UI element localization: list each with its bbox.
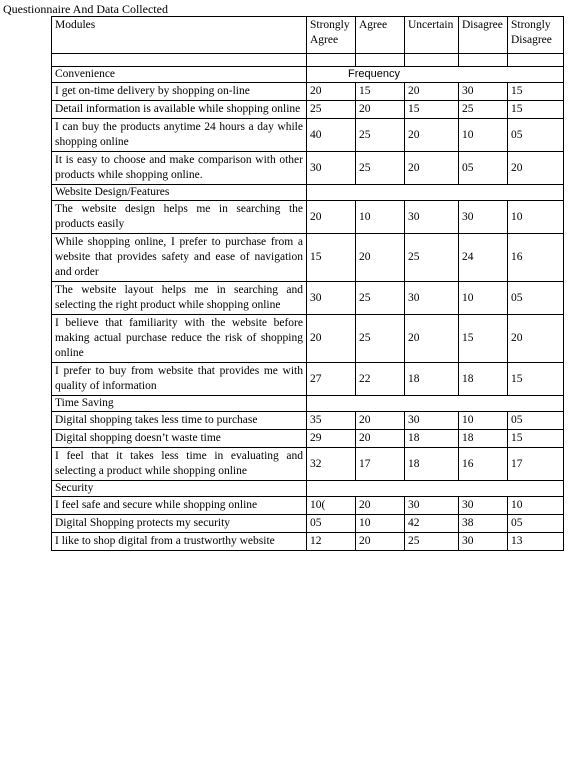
value-cell: 25 <box>405 234 459 282</box>
table-row <box>52 448 564 481</box>
section-title: Website Design/Features <box>52 185 307 201</box>
value-cell: 25 <box>405 533 459 551</box>
section-row <box>52 396 564 412</box>
question-cell: It is easy to choose and make comparison with other products while shopping online. <box>52 152 307 185</box>
value-cell: 18 <box>405 430 459 448</box>
value-cell: 15 <box>405 101 459 119</box>
value-cell: 25 <box>459 101 508 119</box>
value-cell: 10( <box>307 497 356 515</box>
value-cell: 15 <box>508 83 564 101</box>
spacer-cell <box>508 54 564 67</box>
question-cell: The website design helps me in searching the products easily <box>52 201 307 234</box>
spacer-row <box>52 54 564 67</box>
value-cell: 25 <box>356 315 405 363</box>
value-cell: 20 <box>307 201 356 234</box>
value-cell: 30 <box>459 201 508 234</box>
question-cell: I can buy the products anytime 24 hours a day while shopping online <box>52 119 307 152</box>
value-cell: 30 <box>405 282 459 315</box>
value-cell: 30 <box>459 497 508 515</box>
value-cell: 17 <box>508 448 564 481</box>
value-cell: 30 <box>459 533 508 551</box>
value-cell: 12 <box>307 533 356 551</box>
table-body <box>52 17 564 551</box>
value-cell: 15 <box>508 363 564 396</box>
table-row <box>52 430 564 448</box>
value-cell: 20 <box>307 315 356 363</box>
table-row <box>52 497 564 515</box>
value-cell: 15 <box>307 234 356 282</box>
value-cell: 05 <box>508 412 564 430</box>
header-row <box>52 17 564 54</box>
value-cell: 10 <box>356 201 405 234</box>
value-cell: 05 <box>508 515 564 533</box>
value-cell: 10 <box>459 282 508 315</box>
value-cell: 42 <box>405 515 459 533</box>
spacer-cell <box>459 54 508 67</box>
question-cell: I like to shop digital from a trustworthy website <box>52 533 307 551</box>
value-cell: 25 <box>307 101 356 119</box>
value-cell: 18 <box>459 363 508 396</box>
header-disagree: Disagree <box>459 17 508 54</box>
table-row <box>52 315 564 363</box>
section-title: Time Saving <box>52 396 307 412</box>
value-cell: 22 <box>356 363 405 396</box>
value-cell: 18 <box>405 448 459 481</box>
value-cell: 15 <box>356 83 405 101</box>
question-cell: While shopping online, I prefer to purchase from a website that provides safety and ease of navigation and order <box>52 234 307 282</box>
value-cell: 10 <box>356 515 405 533</box>
value-cell: 25 <box>356 152 405 185</box>
value-cell: 30 <box>307 152 356 185</box>
section-row <box>52 185 564 201</box>
value-cell: 35 <box>307 412 356 430</box>
table-row <box>52 234 564 282</box>
value-cell: 40 <box>307 119 356 152</box>
header-strongly-agree: Strongly Agree <box>307 17 356 54</box>
value-cell: 10 <box>459 119 508 152</box>
value-cell: 10 <box>508 201 564 234</box>
question-cell: I prefer to buy from website that provides me with quality of information <box>52 363 307 396</box>
value-cell: 20 <box>356 412 405 430</box>
value-cell: 20 <box>508 315 564 363</box>
table-row <box>52 119 564 152</box>
value-cell: 05 <box>307 515 356 533</box>
value-cell: 13 <box>508 533 564 551</box>
table-row <box>52 282 564 315</box>
value-cell: 20 <box>356 533 405 551</box>
table-row <box>52 533 564 551</box>
value-cell: 18 <box>459 430 508 448</box>
question-cell: I get on-time delivery by shopping on-line <box>52 83 307 101</box>
question-cell: The website layout helps me in searching and selecting the right product while shopping online <box>52 282 307 315</box>
section-rest <box>307 481 564 497</box>
question-cell: Digital Shopping protects my security <box>52 515 307 533</box>
value-cell: 05 <box>508 119 564 152</box>
section-rest <box>307 67 564 83</box>
value-cell: 16 <box>508 234 564 282</box>
value-cell: 10 <box>508 497 564 515</box>
question-cell: Detail information is available while shopping online <box>52 101 307 119</box>
question-cell: Digital shopping takes less time to purchase <box>52 412 307 430</box>
frequency-label: Frequency <box>348 68 400 80</box>
header-uncertain: Uncertain <box>405 17 459 54</box>
table-row <box>52 101 564 119</box>
value-cell: 20 <box>356 101 405 119</box>
question-cell: I feel that it takes less time in evaluating and selecting a product while shopping online <box>52 448 307 481</box>
value-cell: 25 <box>356 119 405 152</box>
value-cell: 25 <box>356 282 405 315</box>
value-cell: 24 <box>459 234 508 282</box>
value-cell: 30 <box>405 412 459 430</box>
value-cell: 05 <box>459 152 508 185</box>
value-cell: 30 <box>405 497 459 515</box>
value-cell: 18 <box>405 363 459 396</box>
question-cell: Digital shopping doesn’t waste time <box>52 430 307 448</box>
value-cell: 27 <box>307 363 356 396</box>
header-agree: Agree <box>356 17 405 54</box>
table-row <box>52 515 564 533</box>
value-cell: 20 <box>405 152 459 185</box>
value-cell: 10 <box>459 412 508 430</box>
value-cell: 20 <box>307 83 356 101</box>
value-cell: 20 <box>508 152 564 185</box>
question-cell: I feel safe and secure while shopping online <box>52 497 307 515</box>
value-cell: 20 <box>356 497 405 515</box>
table-row <box>52 201 564 234</box>
section-row <box>52 481 564 497</box>
value-cell: 29 <box>307 430 356 448</box>
header-modules: Modules <box>52 17 307 54</box>
question-cell: I believe that familiarity with the website before making actual purchase reduce the risk of shopping online <box>52 315 307 363</box>
spacer-cell <box>52 54 307 67</box>
value-cell: 30 <box>459 83 508 101</box>
value-cell: 15 <box>508 101 564 119</box>
value-cell: 20 <box>405 119 459 152</box>
table-row <box>52 152 564 185</box>
spacer-cell <box>405 54 459 67</box>
value-cell: 20 <box>405 315 459 363</box>
table-row <box>52 412 564 430</box>
value-cell: 30 <box>307 282 356 315</box>
value-cell: 15 <box>508 430 564 448</box>
value-cell: 05 <box>508 282 564 315</box>
spacer-cell <box>356 54 405 67</box>
value-cell: 32 <box>307 448 356 481</box>
spacer-cell <box>307 54 356 67</box>
section-title: Convenience <box>52 67 307 83</box>
value-cell: 20 <box>356 430 405 448</box>
value-cell: 15 <box>459 315 508 363</box>
header-strongly-disagree: Strongly Disagree <box>508 17 564 54</box>
questionnaire-table <box>51 16 564 551</box>
section-rest <box>307 396 564 412</box>
value-cell: 30 <box>405 201 459 234</box>
value-cell: 20 <box>405 83 459 101</box>
section-title: Security <box>52 481 307 497</box>
section-rest <box>307 185 564 201</box>
value-cell: 38 <box>459 515 508 533</box>
value-cell: 20 <box>356 234 405 282</box>
table-caption: Questionnaire And Data Collected <box>3 2 168 16</box>
table-row <box>52 363 564 396</box>
section-row <box>52 67 564 83</box>
table-row <box>52 83 564 101</box>
value-cell: 16 <box>459 448 508 481</box>
value-cell: 17 <box>356 448 405 481</box>
